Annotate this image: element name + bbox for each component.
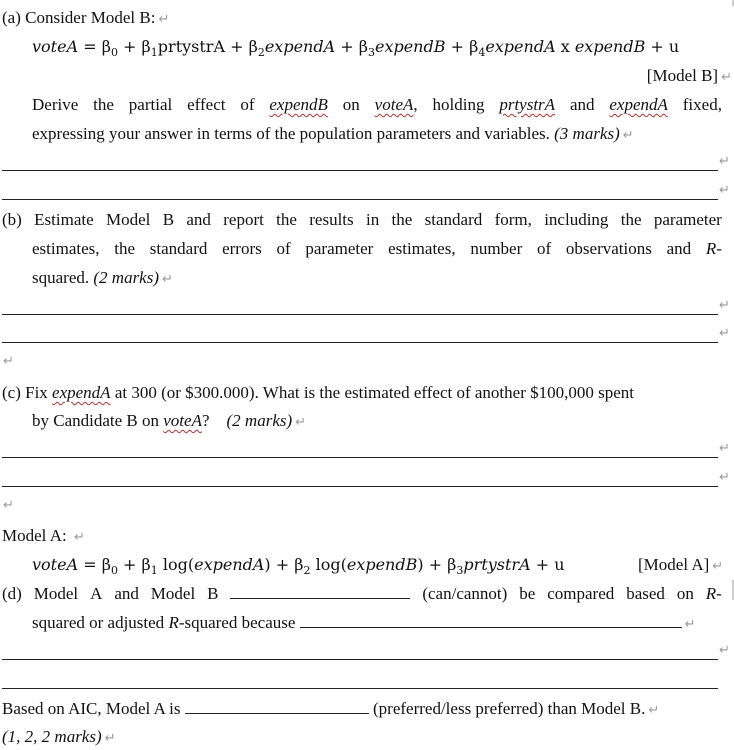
answer-line[interactable] — [2, 170, 718, 171]
answer-line[interactable] — [2, 457, 718, 458]
part-c-line2: by Candidate B on voteA? (2 marks) ↵ — [32, 411, 307, 430]
paragraph-mark-icon: ↵ — [622, 128, 634, 143]
model-b-tag: [Model B] ↵ — [646, 66, 732, 85]
paragraph-mark-icon: ↵ — [684, 617, 696, 632]
answer-line[interactable] — [2, 486, 718, 487]
part-a-question-line2: expressing your answer in terms of the population parameters and variables. (3 marks) ↵ — [32, 124, 634, 143]
part-d-marks: (1, 2, 2 marks) ↵ — [2, 727, 116, 746]
paragraph-mark-icon: ↵ — [712, 559, 724, 574]
paragraph-mark-icon: ↵ — [721, 70, 732, 85]
paragraph-mark-icon: ↵ — [158, 12, 170, 27]
answer-line[interactable] — [2, 688, 718, 689]
answer-line[interactable] — [2, 199, 718, 200]
paragraph-mark-icon: ↵ — [73, 530, 85, 545]
paragraph-mark-icon: ↵ — [719, 326, 730, 341]
paragraph-mark-icon: ↵ — [719, 441, 730, 456]
answer-line[interactable] — [2, 314, 718, 315]
paragraph-mark-icon: ↵ — [719, 643, 730, 658]
part-d-line1: (d) Model A and Model B (can/cannot) be compared based on R- — [2, 584, 722, 603]
part-b-line2: estimates, the standard errors of parameter estimates, number of observations and R- — [32, 239, 722, 258]
paragraph-mark-icon: ↵ — [719, 154, 730, 169]
paragraph-mark-icon: ↵ — [162, 272, 173, 287]
paragraph-mark-icon: ↵ — [719, 470, 730, 485]
part-a-question-line1: Derive the partial effect of expendB on voteA, holding prtystrA and expendA fixed, — [32, 95, 722, 114]
answer-line[interactable] — [2, 659, 718, 660]
part-b-line1: (b) Estimate Model B and report the results in the standard form, including the parameter — [2, 210, 722, 229]
paragraph-mark-icon: ↵ — [648, 703, 660, 718]
aic-line: Based on AIC, Model A is (preferred/less preferred) than Model B. ↵ — [2, 699, 660, 718]
paragraph-mark-icon: ↵ — [295, 415, 307, 430]
answer-line[interactable] — [2, 342, 718, 343]
model-a-equation: voteA = $\beta_0 + \beta_1$ log(expendA) + $\beta_2$ log(expendB) + $\beta_3prtystrA + u$ — [32, 555, 565, 578]
paragraph-mark-icon: ↵ — [3, 354, 14, 369]
part-a-label: (a) Consider Model B: ↵ — [2, 8, 170, 27]
can-cannot-blank[interactable] — [230, 584, 410, 599]
aic-blank[interactable] — [185, 699, 369, 714]
part-c-line1: (c) Fix expendA at 300 (or $300.000). What is the estimated effect of another $100,000 spent — [2, 383, 634, 402]
part-d-line2: squared or adjusted R-squared because ↵ — [32, 613, 696, 632]
paragraph-mark-icon: ↵ — [719, 183, 730, 198]
paragraph-mark-icon: ↵ — [719, 298, 730, 313]
because-blank[interactable] — [300, 613, 682, 628]
paragraph-mark-icon: ↵ — [104, 731, 116, 746]
part-b-line3: squared. (2 marks) ↵ — [32, 268, 173, 287]
model-a-tag: [Model A] ↵ — [638, 555, 724, 574]
paragraph-mark-icon: ↵ — [3, 498, 14, 513]
model-b-equation: voteA = $\beta_0$ + $\beta_1prtystrA$ + $\beta_2expendA$ + $\beta_3expendB$ + $\beta_4expendA$ x expendB + u — [32, 37, 680, 60]
model-a-label: Model A: ↵ — [2, 526, 85, 545]
